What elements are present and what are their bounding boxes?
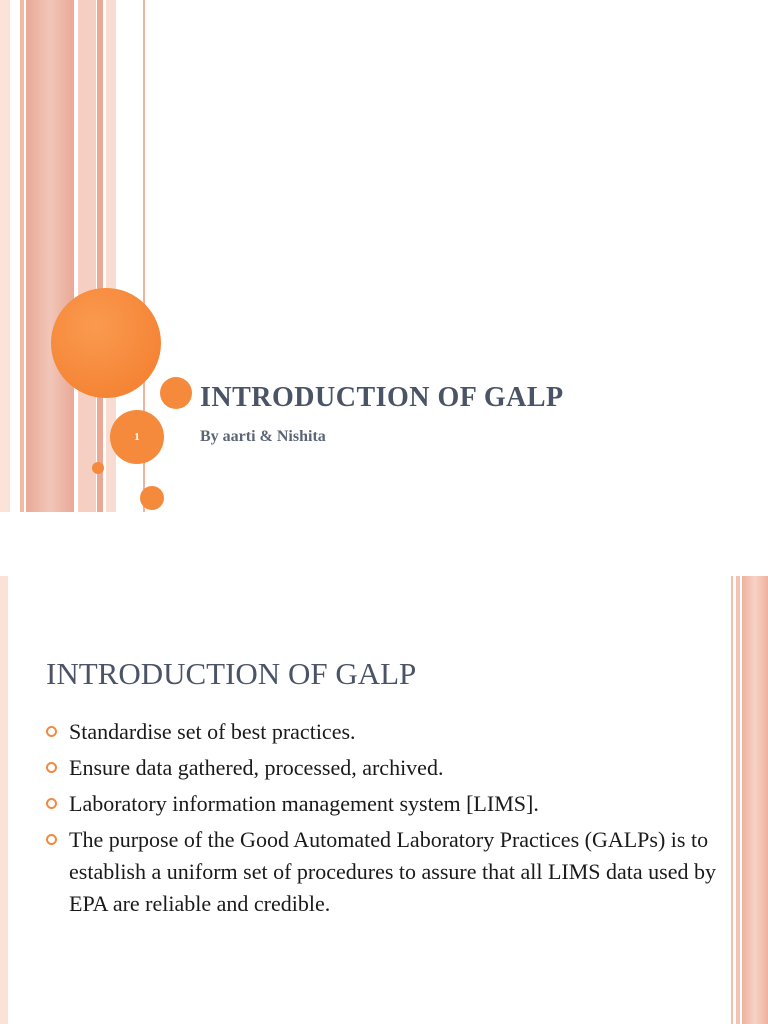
decorative-stripe [78,0,96,512]
decorative-stripe [26,0,74,512]
decorative-circle-tiny [92,462,104,474]
decorative-stripe [731,576,733,1024]
decorative-circle-medium [160,377,192,409]
decorative-circle-small [140,486,164,510]
list-item [46,716,716,748]
ring-bullet-icon [46,798,57,809]
decorative-stripe [20,0,24,512]
decorative-stripe [0,0,10,512]
decorative-stripe [0,576,8,1024]
slide-number: 1 [134,431,140,443]
bullet-text: Ensure data gathered, processed, archived. [69,755,444,780]
decorative-stripe [736,576,740,1024]
slide-title: INTRODUCTION OF GALP [46,656,417,691]
list-item [46,824,716,920]
slide-subtitle: By aarti & Nishita [200,428,326,445]
list-item [46,752,716,784]
list-item [46,788,716,820]
ring-bullet-icon [46,762,57,773]
ring-bullet-icon [46,726,57,737]
decorative-stripe [742,576,768,1024]
decorative-stripe [97,0,103,512]
slide-number-badge [110,410,164,464]
slide-title: INTRODUCTION OF GALP [200,382,564,413]
bullet-text: Standardise set of best practices. [69,719,356,744]
decorative-circle-large [51,288,161,398]
bullet-text: The purpose of the Good Automated Laboratory Practices (GALPs) is to establish a uniform set of procedures to assure that all LIMS data used by EPA are reliable and credible. [69,827,717,916]
ring-bullet-icon [46,834,57,845]
content-slide [0,576,768,1024]
bullet-list [46,716,716,924]
bullet-text: Laboratory information management system [LIMS]. [69,791,539,816]
